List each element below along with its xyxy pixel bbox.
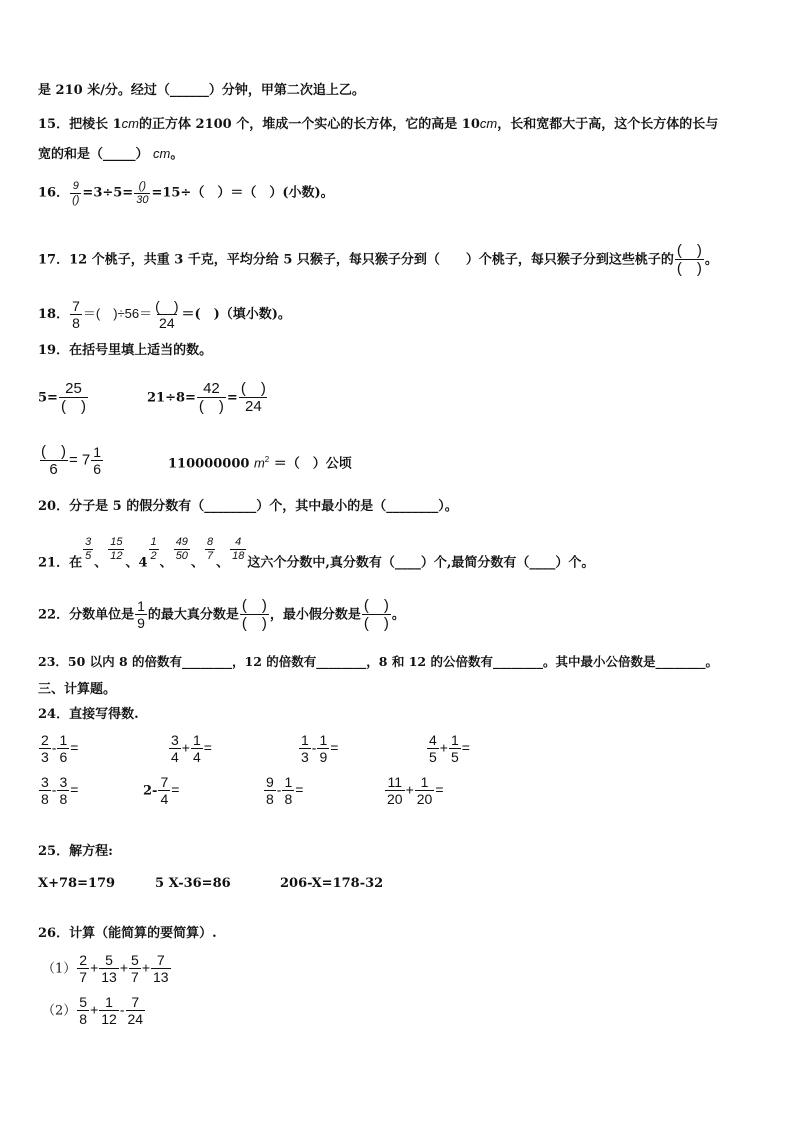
num: 7	[156, 952, 165, 968]
q15-b: 的正方体 2100 个，堆成一个实心的长方体，它的高是 10	[139, 117, 480, 132]
q18-tail: ＝( )（填小数)。	[181, 307, 291, 323]
q24-item-5	[38, 774, 78, 807]
equals: =	[70, 739, 79, 756]
q24-5-a	[39, 774, 51, 807]
q19-a-num: 25	[65, 380, 82, 397]
q18-f2-den: 24	[159, 315, 175, 332]
den: 8	[79, 1011, 88, 1028]
q24-7-b	[282, 774, 294, 807]
q24-6-b	[158, 774, 170, 807]
q19-d-left: 110000000	[168, 456, 250, 472]
q16-f2-num: ()	[138, 180, 146, 192]
operator: -	[51, 781, 57, 798]
q22-a: 22．分数单位是	[38, 607, 135, 623]
q17-text: 17．12 个桃子，共重 3 千克，平均分给 5 只猴子，每只猴子分到（ ）个桃子，每只猴子分到这些桃子的	[38, 252, 674, 268]
num: 1	[284, 774, 293, 790]
num: 1	[420, 774, 429, 790]
den: 6	[59, 749, 68, 766]
num: 1	[319, 732, 328, 748]
q15-unit: cm	[121, 116, 140, 131]
num: 5	[79, 994, 88, 1010]
operator: -	[311, 739, 317, 756]
q18-f1-num: 7	[72, 298, 80, 314]
den: 3	[41, 749, 49, 766]
q18-fraction-1	[70, 298, 82, 331]
q26-item-1	[42, 952, 172, 985]
q26-1-f2	[99, 952, 119, 985]
q24-item-4	[426, 732, 470, 765]
q22-a1-num: ( )	[241, 597, 267, 614]
den: 20	[416, 791, 433, 808]
q24-item-8	[384, 774, 444, 807]
den: 8	[41, 791, 49, 808]
q15-unit-3: cm	[153, 146, 171, 161]
q19-b-fraction-1	[197, 380, 226, 416]
q21-frac-3	[149, 536, 159, 562]
q24-4-a	[427, 732, 439, 765]
q22-answer-1	[240, 597, 269, 633]
den: 7	[79, 969, 88, 986]
q25-eq-3: 206-X=178-32	[280, 876, 384, 891]
q16-f2-den: 30	[136, 193, 149, 206]
operator: +	[90, 1001, 99, 1018]
operator: -	[276, 781, 282, 798]
q17-end: 。	[704, 252, 718, 268]
q25-eq-1: X+78=179	[38, 876, 116, 891]
question-26-title: 26．计算（能简算的要简算）.	[38, 926, 217, 941]
q26-1-f3	[129, 952, 141, 985]
q22-unit-fraction	[135, 598, 147, 631]
q26-2-f3	[126, 994, 146, 1027]
q21-frac-4	[174, 536, 190, 562]
q21-f1-num: 3	[85, 536, 92, 548]
q24-item-7	[263, 774, 303, 807]
q22-end: 。	[391, 607, 405, 623]
operator: +	[439, 739, 448, 756]
den: 8	[59, 791, 68, 808]
equals: =	[70, 781, 79, 798]
den: 8	[284, 791, 293, 808]
den: 13	[153, 969, 169, 986]
q24-2-a	[169, 732, 181, 765]
q24-2-b	[191, 732, 203, 765]
q24-1-a	[39, 732, 51, 765]
q26-2-f2	[99, 994, 119, 1027]
q24-6-whole: 2-	[143, 783, 158, 799]
q24-item-3	[298, 732, 338, 765]
q16-mid: =3÷5=	[82, 185, 134, 201]
q24-1-b	[57, 732, 69, 765]
num: 7	[160, 774, 169, 790]
q26-1-f1	[77, 952, 89, 985]
q24-8-a	[385, 774, 405, 807]
q26-item-2	[42, 994, 146, 1027]
den: 9	[319, 749, 328, 766]
question-20: 20．分子是 5 的假分数有（________）个，其中最小的是（________）。	[38, 499, 458, 514]
question-18	[38, 298, 291, 331]
q19-c-mixed-fraction	[91, 444, 103, 477]
q19-b-num: 42	[203, 380, 220, 397]
q25-eq-2: 5 X-36=86	[155, 876, 231, 891]
q19-d-right: ＝（ ）公顷	[273, 456, 352, 472]
den: 4	[192, 749, 201, 766]
q18-mid: ＝( )÷56＝	[82, 306, 153, 322]
question-25-title: 25．解方程:	[38, 844, 113, 859]
q22-a2-den: ( )	[363, 615, 389, 633]
q19-item-d	[168, 452, 352, 472]
q19-d-unit: m	[253, 455, 265, 471]
q21-tail: 这六个分数中,真分数有（____）个,最简分数有（____）个。	[247, 555, 595, 571]
q26-1-f4	[151, 952, 171, 985]
q15-c: ，长和宽都大于高，这个长方体的长与	[497, 117, 719, 132]
q19-c-num: ( )	[41, 443, 66, 460]
den: 4	[160, 791, 169, 808]
num: 7	[131, 994, 140, 1010]
q16-fraction-2	[134, 180, 150, 206]
q19-c-mid: = 7	[69, 451, 91, 469]
q21-frac-2	[108, 536, 124, 562]
q24-3-b	[317, 732, 329, 765]
q21-f5-den: 7	[206, 549, 214, 562]
q15-a: 15．把棱长 1	[38, 117, 122, 132]
den: 4	[171, 749, 179, 766]
q21-f5-num: 8	[206, 536, 214, 548]
q22-a1-den: ( )	[241, 615, 267, 633]
num: 5	[105, 952, 113, 968]
den: 20	[387, 791, 403, 808]
num: 5	[131, 952, 139, 968]
q24-item-2	[168, 732, 212, 765]
den: 24	[127, 1011, 144, 1028]
q26-1-label: （1）	[42, 961, 77, 977]
equals: =	[171, 781, 180, 798]
q19-c-den: 6	[40, 460, 68, 478]
operator: +	[119, 959, 129, 976]
operator: -	[119, 1001, 125, 1018]
q16-f1-den: ()	[72, 193, 80, 206]
den: 3	[301, 749, 309, 766]
q19-d-sup: 2	[264, 455, 270, 464]
num: 3	[41, 774, 49, 790]
operator: +	[90, 959, 99, 976]
operator: +	[405, 781, 414, 798]
q19-c-mix-den: 6	[93, 461, 102, 478]
q26-2-label: （2）	[42, 1003, 77, 1019]
q22-a2-num: ( )	[363, 597, 389, 614]
q21-f3-num: 1	[150, 536, 157, 548]
q21-f4-den: 50	[175, 549, 188, 562]
num: 3	[171, 732, 179, 748]
q22-b: 的最大真分数是	[147, 607, 239, 623]
question-15-line1	[38, 116, 718, 133]
q21-frac-1	[83, 536, 93, 562]
den: 12	[101, 1011, 117, 1028]
num: 1	[192, 732, 201, 748]
q19-item-c	[38, 443, 104, 479]
den: 7	[131, 969, 139, 986]
q17-num: ( )	[676, 242, 702, 259]
q21-f6-num: 4	[235, 536, 242, 548]
q17-answer-fraction	[675, 242, 704, 278]
q18-label: 18．	[38, 307, 70, 323]
q21-f3-den: 2	[150, 549, 157, 562]
q17-den: ( )	[676, 260, 702, 278]
q22-f-den: 9	[137, 615, 145, 632]
q19-c-mix-num: 1	[93, 444, 102, 461]
q21-f2-den: 12	[110, 549, 123, 562]
q22-f-num: 1	[137, 598, 145, 615]
q19-b2-den: 24	[239, 397, 267, 415]
q21-frac-5	[205, 536, 215, 562]
q16-tail: =15÷（ ）＝（ ）(小数)。	[151, 185, 334, 201]
operator: +	[141, 959, 151, 976]
equals: =	[435, 781, 444, 798]
den: 5	[429, 749, 437, 766]
num: 1	[105, 994, 113, 1010]
q19-a-left: 5=	[38, 390, 58, 406]
num: 9	[266, 774, 274, 790]
q21-f4-num: 49	[175, 536, 188, 548]
q19-c-fraction	[39, 443, 68, 479]
q16-fraction-1	[70, 180, 81, 206]
q24-3-a	[299, 732, 311, 765]
q24-5-b	[57, 774, 69, 807]
den: 8	[266, 791, 274, 808]
num: 3	[59, 774, 68, 790]
q19-item-b	[147, 380, 269, 416]
question-19-title: 19．在括号里填上适当的数。	[38, 343, 213, 358]
q21-frac-6	[230, 536, 246, 562]
den: 5	[450, 749, 459, 766]
question-24-title: 24．直接写得数.	[38, 707, 139, 722]
num: 1	[450, 732, 459, 748]
q21-whole: 4	[138, 555, 148, 571]
q19-b-den: ( )	[198, 398, 224, 416]
num: 2	[79, 952, 88, 968]
operator: +	[181, 739, 190, 756]
equals: =	[330, 739, 339, 756]
q19-a-den: ( )	[60, 398, 86, 416]
q21-label: 21．在	[38, 555, 83, 571]
q15-unit-2: cm	[479, 116, 498, 131]
question-23: 23．50 以内 8 的倍数有________，12 的倍数有________，8 和 12 的公倍数有________。其中最小公倍数是________。	[38, 654, 718, 669]
q24-item-1	[38, 732, 78, 765]
q15-e: 。	[170, 147, 184, 162]
q22-answer-2	[362, 597, 391, 633]
q24-7-a	[264, 774, 276, 807]
q26-2-f1	[77, 994, 89, 1027]
num: 11	[387, 774, 403, 790]
q16-f1-num: 9	[72, 180, 79, 192]
operator: -	[51, 739, 57, 756]
q19-b-eq: =	[226, 390, 238, 406]
question-17	[38, 242, 718, 278]
q24-8-b	[415, 774, 435, 807]
question-21: 21．在 $\frac{3}{5}$ 、 $\frac{15}{12}$ 、4 $\frac{1}{2}$ 、 $\frac{49}{50}$ 、 $\frac{8}{7}$ 、 $\frac{4}{18}$ 这六个分数中,真分数有（____）个,最简分数有（____）个。	[38, 536, 595, 571]
q21-f6-den: 18	[232, 549, 245, 562]
num: 2	[41, 732, 49, 748]
question-22	[38, 597, 405, 633]
q21-f2-num: 15	[110, 536, 123, 548]
q16-label: 16．	[38, 185, 70, 201]
q15-d: 宽的和是（_____）	[38, 147, 149, 162]
num: 1	[59, 732, 68, 748]
equals: =	[203, 739, 212, 756]
equals: =	[461, 739, 470, 756]
q14-tail: 是 210 米/分。经过（______）分钟，甲第二次追上乙。	[38, 83, 365, 98]
q18-fraction-2	[153, 298, 180, 331]
q19-a-fraction	[59, 380, 88, 416]
q21-f1-den: 5	[85, 549, 92, 562]
q18-f1-den: 8	[72, 315, 80, 332]
q19-b-left: 21÷8=	[147, 390, 196, 406]
q18-f2-num: ( )	[155, 298, 179, 314]
q24-item-6	[143, 774, 179, 807]
q24-4-b	[449, 732, 461, 765]
num: 1	[301, 732, 309, 748]
question-15-line2	[38, 146, 183, 163]
num: 4	[429, 732, 437, 748]
question-16	[38, 180, 334, 206]
q19-b-fraction-2	[239, 380, 268, 416]
equals: =	[295, 781, 304, 798]
den: 13	[101, 969, 117, 986]
section-3-title: 三、计算题。	[38, 682, 117, 697]
q19-b2-num: ( )	[240, 380, 266, 397]
q22-c: ，最小假分数是	[269, 607, 361, 623]
q19-item-a	[38, 380, 89, 416]
